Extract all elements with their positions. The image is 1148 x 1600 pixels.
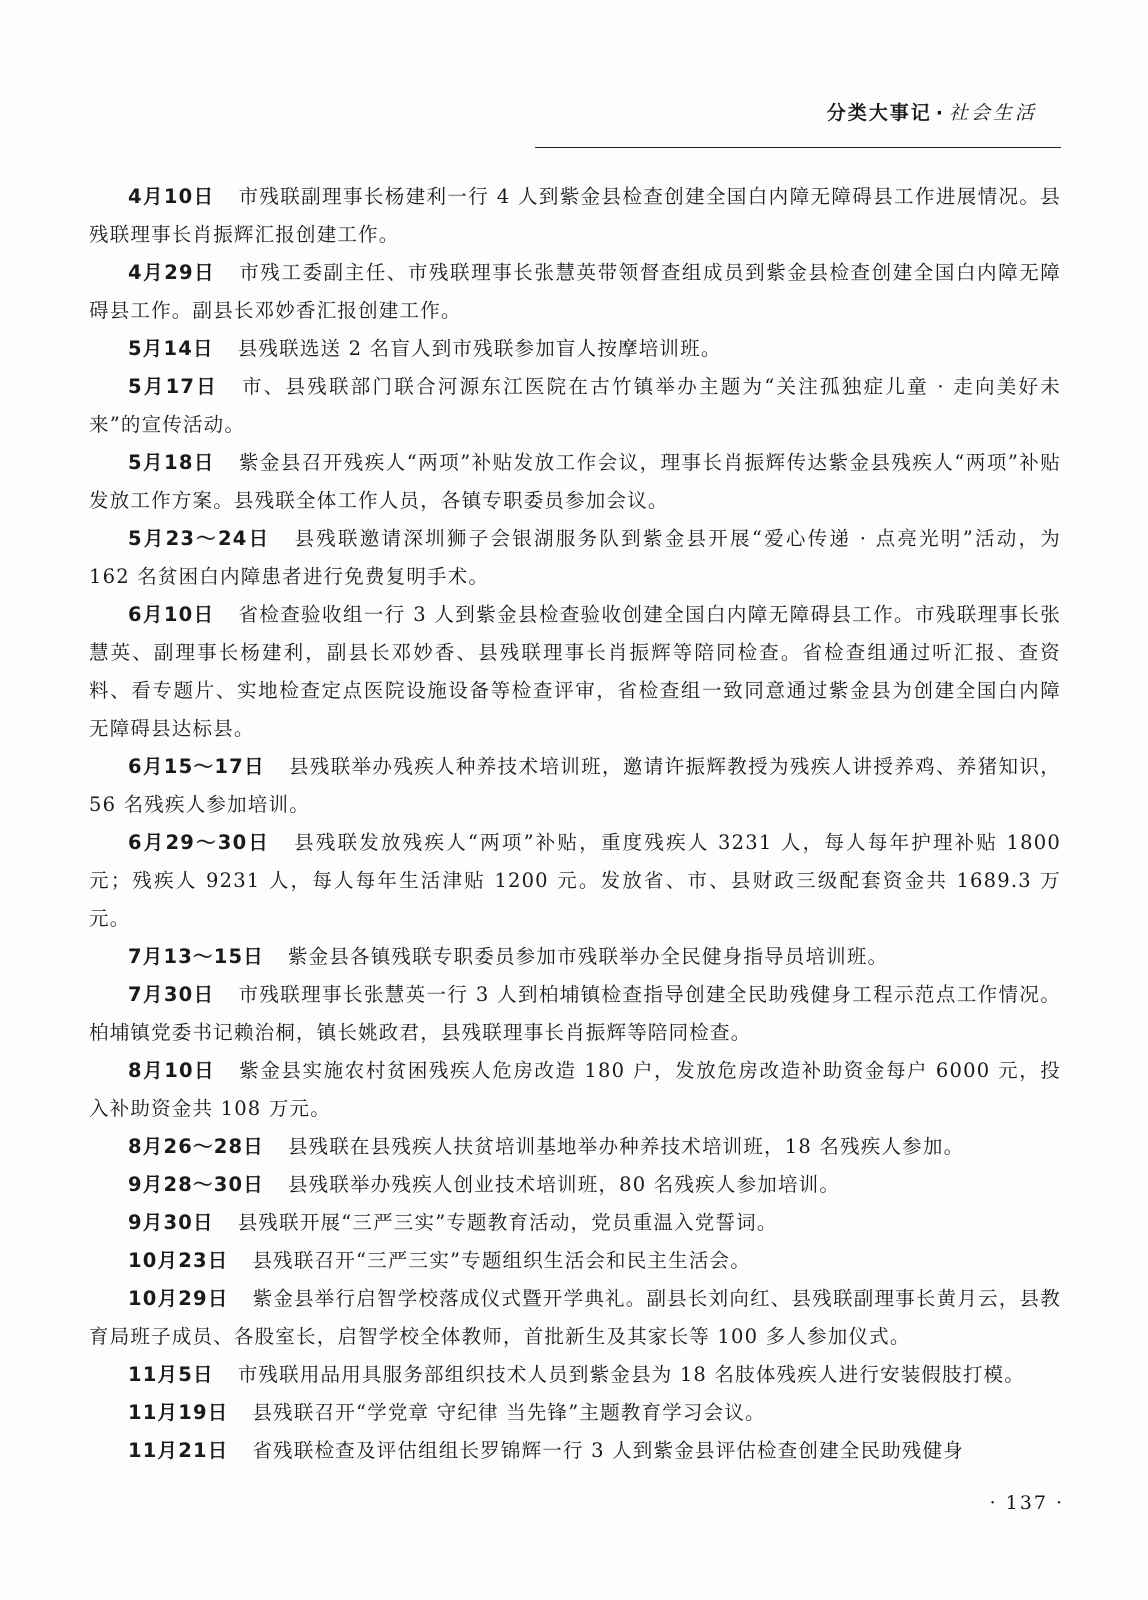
entry-date: 8月26～28日 xyxy=(128,1135,264,1158)
entry-text: 市残联理事长张慧英一行 3 人到柏埔镇检查指导创建全民助残健身工程示范点工作情况。柏埔镇党委书记赖治桐，镇长姚政君，县残联理事长肖振辉等陪同检查。 xyxy=(89,983,1061,1044)
entry-text: 县残联开展“三严三实”专题教育活动，党员重温入党誓词。 xyxy=(237,1211,778,1234)
header-separator: · xyxy=(935,102,945,124)
chronicle-entry xyxy=(89,368,1061,444)
entry-text: 市残联副理事长杨建利一行 4 人到紫金县检查创建全国白内障无障碍县工作进展情况。县残联理事长肖振辉汇报创建工作。 xyxy=(89,185,1061,246)
chronicle-entry xyxy=(89,976,1061,1052)
chronicle-entry xyxy=(89,1356,1061,1394)
entry-date: 9月30日 xyxy=(128,1211,214,1234)
entry-date: 5月14日 xyxy=(128,337,214,360)
entry-date: 5月18日 xyxy=(128,451,215,474)
page-number: · 137 · xyxy=(989,1492,1064,1514)
entry-date: 6月10日 xyxy=(128,603,215,626)
chronicle-entry xyxy=(89,1280,1061,1356)
entry-text: 市残联用品用具服务部组织技术人员到紫金县为 18 名肢体残疾人进行安装假肢打模。 xyxy=(237,1363,1025,1386)
entry-text: 县残联召开“三严三实”专题组织生活会和民主生活会。 xyxy=(252,1249,751,1272)
entry-text: 县残联选送 2 名盲人到市残联参加盲人按摩培训班。 xyxy=(237,337,722,360)
chronicle-entry xyxy=(89,254,1061,330)
chronicle-entry xyxy=(89,444,1061,520)
chronicle-entry xyxy=(89,824,1061,938)
entry-date: 10月29日 xyxy=(128,1287,229,1310)
entry-text: 县残联召开“学党章 守纪律 当先锋”主题教育学习会议。 xyxy=(252,1401,766,1424)
entry-date: 7月13～15日 xyxy=(128,945,264,968)
chronicle-body xyxy=(89,178,1061,1470)
chronicle-entry xyxy=(89,1394,1061,1432)
entry-text: 市、县残联部门联合河源东江医院在古竹镇举办主题为“关注孤独症儿童 · 走向美好未来”的宣传活动。 xyxy=(89,375,1061,436)
entry-text: 紫金县召开残疾人“两项”补贴发放工作会议，理事长肖振辉传达紫金县残疾人“两项”补贴发放工作方案。县残联全体工作人员，各镇专职委员参加会议。 xyxy=(89,451,1061,512)
entry-text: 市残工委副主任、市残联理事长张慧英带领督查组成员到紫金县检查创建全国白内障无障碍县工作。副县长邓妙香汇报创建工作。 xyxy=(89,261,1061,322)
chronicle-entry xyxy=(89,596,1061,748)
entry-date: 5月17日 xyxy=(128,375,218,398)
chronicle-entry xyxy=(89,1242,1061,1280)
chronicle-entry xyxy=(89,1166,1061,1204)
entry-date: 5月23～24日 xyxy=(128,527,271,550)
entry-date: 9月28～30日 xyxy=(128,1173,264,1196)
entry-date: 7月30日 xyxy=(128,983,215,1006)
entry-text: 紫金县实施农村贫困残疾人危房改造 180 户，发放危房改造补助资金每户 6000 元，投入补助资金共 108 万元。 xyxy=(89,1059,1061,1120)
entry-text: 紫金县各镇残联专职委员参加市残联举办全民健身指导员培训班。 xyxy=(287,945,889,968)
entry-date: 4月10日 xyxy=(128,185,215,208)
entry-date: 6月15～17日 xyxy=(128,755,265,778)
entry-text: 县残联发放残疾人“两项”补贴，重度残疾人 3231 人，每人每年护理补贴 1800 元；残疾人 9231 人，每人每年生活津贴 1200 元。发放省、市、县财政三级配套资金共 1689.3 万元。 xyxy=(89,831,1061,930)
chronicle-entry xyxy=(89,748,1061,824)
chronicle-entry xyxy=(89,1432,1061,1470)
entry-text: 省检查验收组一行 3 人到紫金县检查验收创建全国白内障无障碍县工作。市残联理事长张慧英、副理事长杨建利，副县长邓妙香、县残联理事长肖振辉等陪同检查。省检查组通过听汇报、查资料、看专题片、实地检查定点医院设施设备等检查评审，省检查组一致同意通过紫金县为创建全国白内障无障碍县达标县。 xyxy=(89,603,1061,740)
entry-text: 县残联在县残疾人扶贫培训基地举办种养技术培训班，18 名残疾人参加。 xyxy=(287,1135,965,1158)
entry-date: 11月21日 xyxy=(128,1439,229,1462)
chronicle-entry xyxy=(89,1052,1061,1128)
entry-date: 8月10日 xyxy=(128,1059,216,1082)
running-header xyxy=(535,98,1061,125)
entry-date: 6月29～30日 xyxy=(128,831,271,854)
entry-text: 县残联举办残疾人创业技术培训班，80 名残疾人参加培训。 xyxy=(287,1173,841,1196)
chronicle-entry xyxy=(89,178,1061,254)
entry-text: 紫金县举行启智学校落成仪式暨开学典礼。副县长刘向红、县残联副理事长黄月云，县教育局班子成员、各股室长，启智学校全体教师，首批新生及其家长等 100 多人参加仪式。 xyxy=(89,1287,1061,1348)
header-rule xyxy=(535,147,1061,148)
entry-text: 县残联举办残疾人种养技术培训班，邀请许振辉教授为残疾人讲授养鸡、养猪知识，56 名残疾人参加培训。 xyxy=(89,755,1061,816)
header-subsection: 社会生活 xyxy=(948,102,1037,124)
entry-date: 11月19日 xyxy=(128,1401,229,1424)
chronicle-entry xyxy=(89,330,1061,368)
entry-date: 10月23日 xyxy=(128,1249,229,1272)
entry-text: 省残联检查及评估组组长罗锦辉一行 3 人到紫金县评估检查创建全民助残健身 xyxy=(252,1439,964,1462)
entry-text: 县残联邀请深圳狮子会银湖服务队到紫金县开展“爱心传递 · 点亮光明”活动，为 162 名贫困白内障患者进行免费复明手术。 xyxy=(89,527,1061,588)
chronicle-entry xyxy=(89,1204,1061,1242)
chronicle-entry xyxy=(89,520,1061,596)
chronicle-entry xyxy=(89,1128,1061,1166)
entry-date: 4月29日 xyxy=(128,261,216,284)
header-section: 分类大事记 xyxy=(826,102,932,124)
entry-date: 11月5日 xyxy=(128,1363,214,1386)
chronicle-entry xyxy=(89,938,1061,976)
